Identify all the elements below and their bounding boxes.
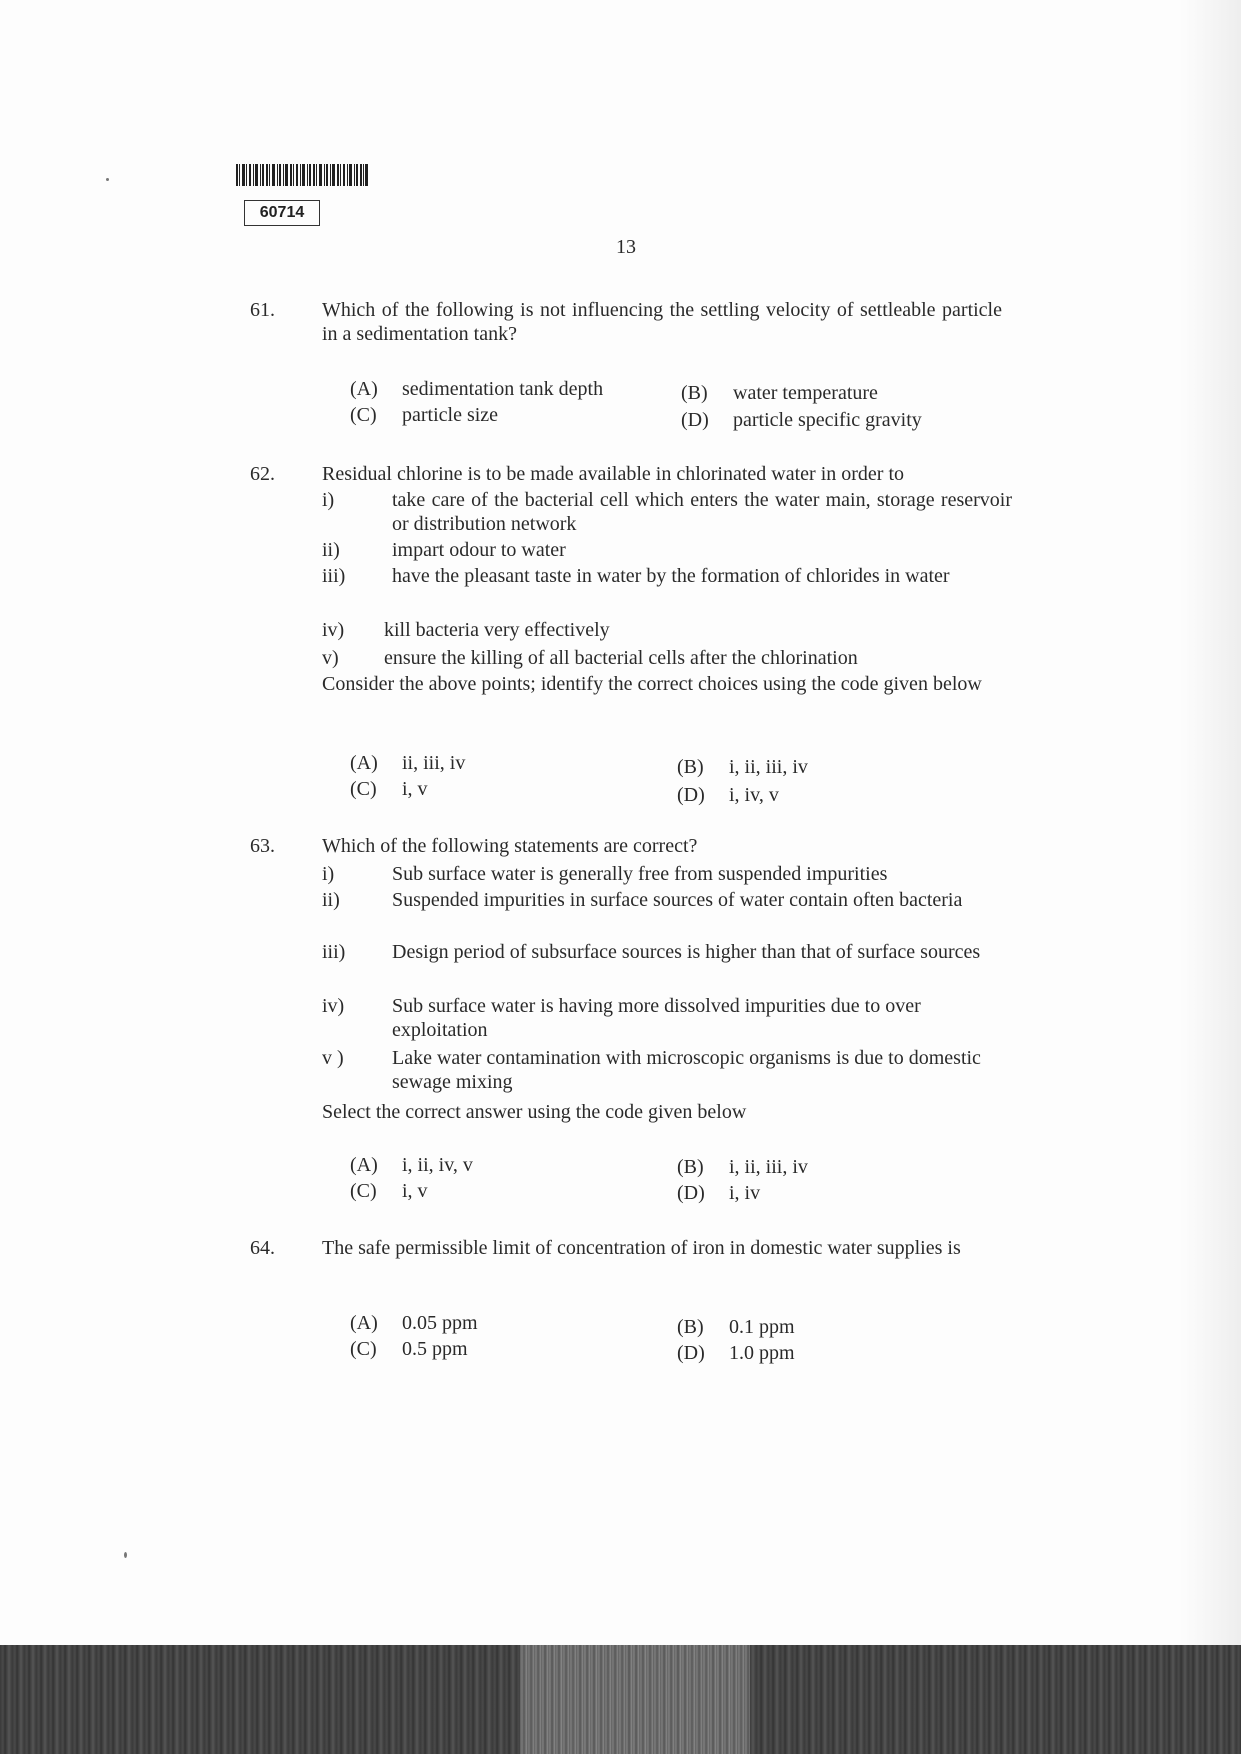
barcode-image (236, 164, 368, 186)
paper-code: 60714 (244, 200, 320, 226)
question-text: The safe permissible limit of concentration of iron in domestic water supplies is (322, 1237, 961, 1259)
option-b: (B) i, ii, iii, iv (677, 756, 808, 778)
page-number: 13 (616, 236, 636, 258)
option-d: (D) i, iv (677, 1182, 761, 1204)
question-number: 61. (250, 299, 275, 321)
option-a: (A) sedimentation tank depth (350, 378, 604, 400)
question-64 (250, 1236, 1010, 1296)
option-c: (C) i, v (350, 778, 428, 800)
option-c: (C) i, v (350, 1180, 428, 1202)
option-d: (D) 1.0 ppm (677, 1342, 795, 1364)
option-b: (B) water temperature (681, 382, 878, 404)
scan-speck (106, 178, 109, 181)
question-number: 63. (250, 835, 275, 857)
question-63: 63. Which of the following statements are correct? i) Sub surface water is generally free from suspended impurities ii) Suspended impurities in surface sources of water contain often bacteria iii) Design period of subsurface sources is higher than that of surface sources iv) Sub surface water is having more dissolved impurities due to over exploitation v ) Lake water contamination with microscopic organisms is due to domestic sewage mixing Select the correct answer using the code given below (250, 834, 1010, 1134)
option-c: (C) particle size (350, 404, 499, 426)
scanner-stripe (520, 1645, 750, 1754)
option-a: (A) i, ii, iv, v (350, 1154, 473, 1176)
question-text: Residual chlorine is to be made available in chlorinated water in order to (322, 463, 905, 485)
instruction-text: Consider the above points; identify the correct choices using the code given below (322, 673, 982, 695)
scanner-background (0, 1645, 1241, 1754)
instruction-text: Select the correct answer using the code given below (322, 1101, 747, 1123)
option-a: (A) ii, iii, iv (350, 752, 466, 774)
option-c: (C) 0.5 ppm (350, 1338, 468, 1360)
scan-edge-shadow (1180, 0, 1241, 1645)
question-number: 64. (250, 1237, 275, 1259)
question-text: Which of the following is not influencing the settling velocity of settleable particle in a sedimentation tank? (322, 299, 1002, 345)
option-d: (D) i, iv, v (677, 784, 779, 806)
question-62: 62. Residual chlorine is to be made available in chlorinated water in order to i) take care of the bacterial cell which enters the water main, storage reservoir or distribution network ii) impart odour to water iii) have the pleasant taste in water by the formation of chlorides in water iv) kill bacteria very effectively v) ensure the killing of all bacterial cells after the chlorination Consider the above points; identify the correct choices using the code given below (250, 462, 1010, 722)
option-b: (B) 0.1 ppm (677, 1316, 795, 1338)
scan-speck (124, 1552, 127, 1558)
question-text: Which of the following statements are correct? (322, 835, 698, 857)
option-a: (A) 0.05 ppm (350, 1312, 478, 1334)
option-b: (B) i, ii, iii, iv (677, 1156, 808, 1178)
question-number: 62. (250, 463, 275, 485)
option-d: (D) particle specific gravity (681, 409, 922, 431)
